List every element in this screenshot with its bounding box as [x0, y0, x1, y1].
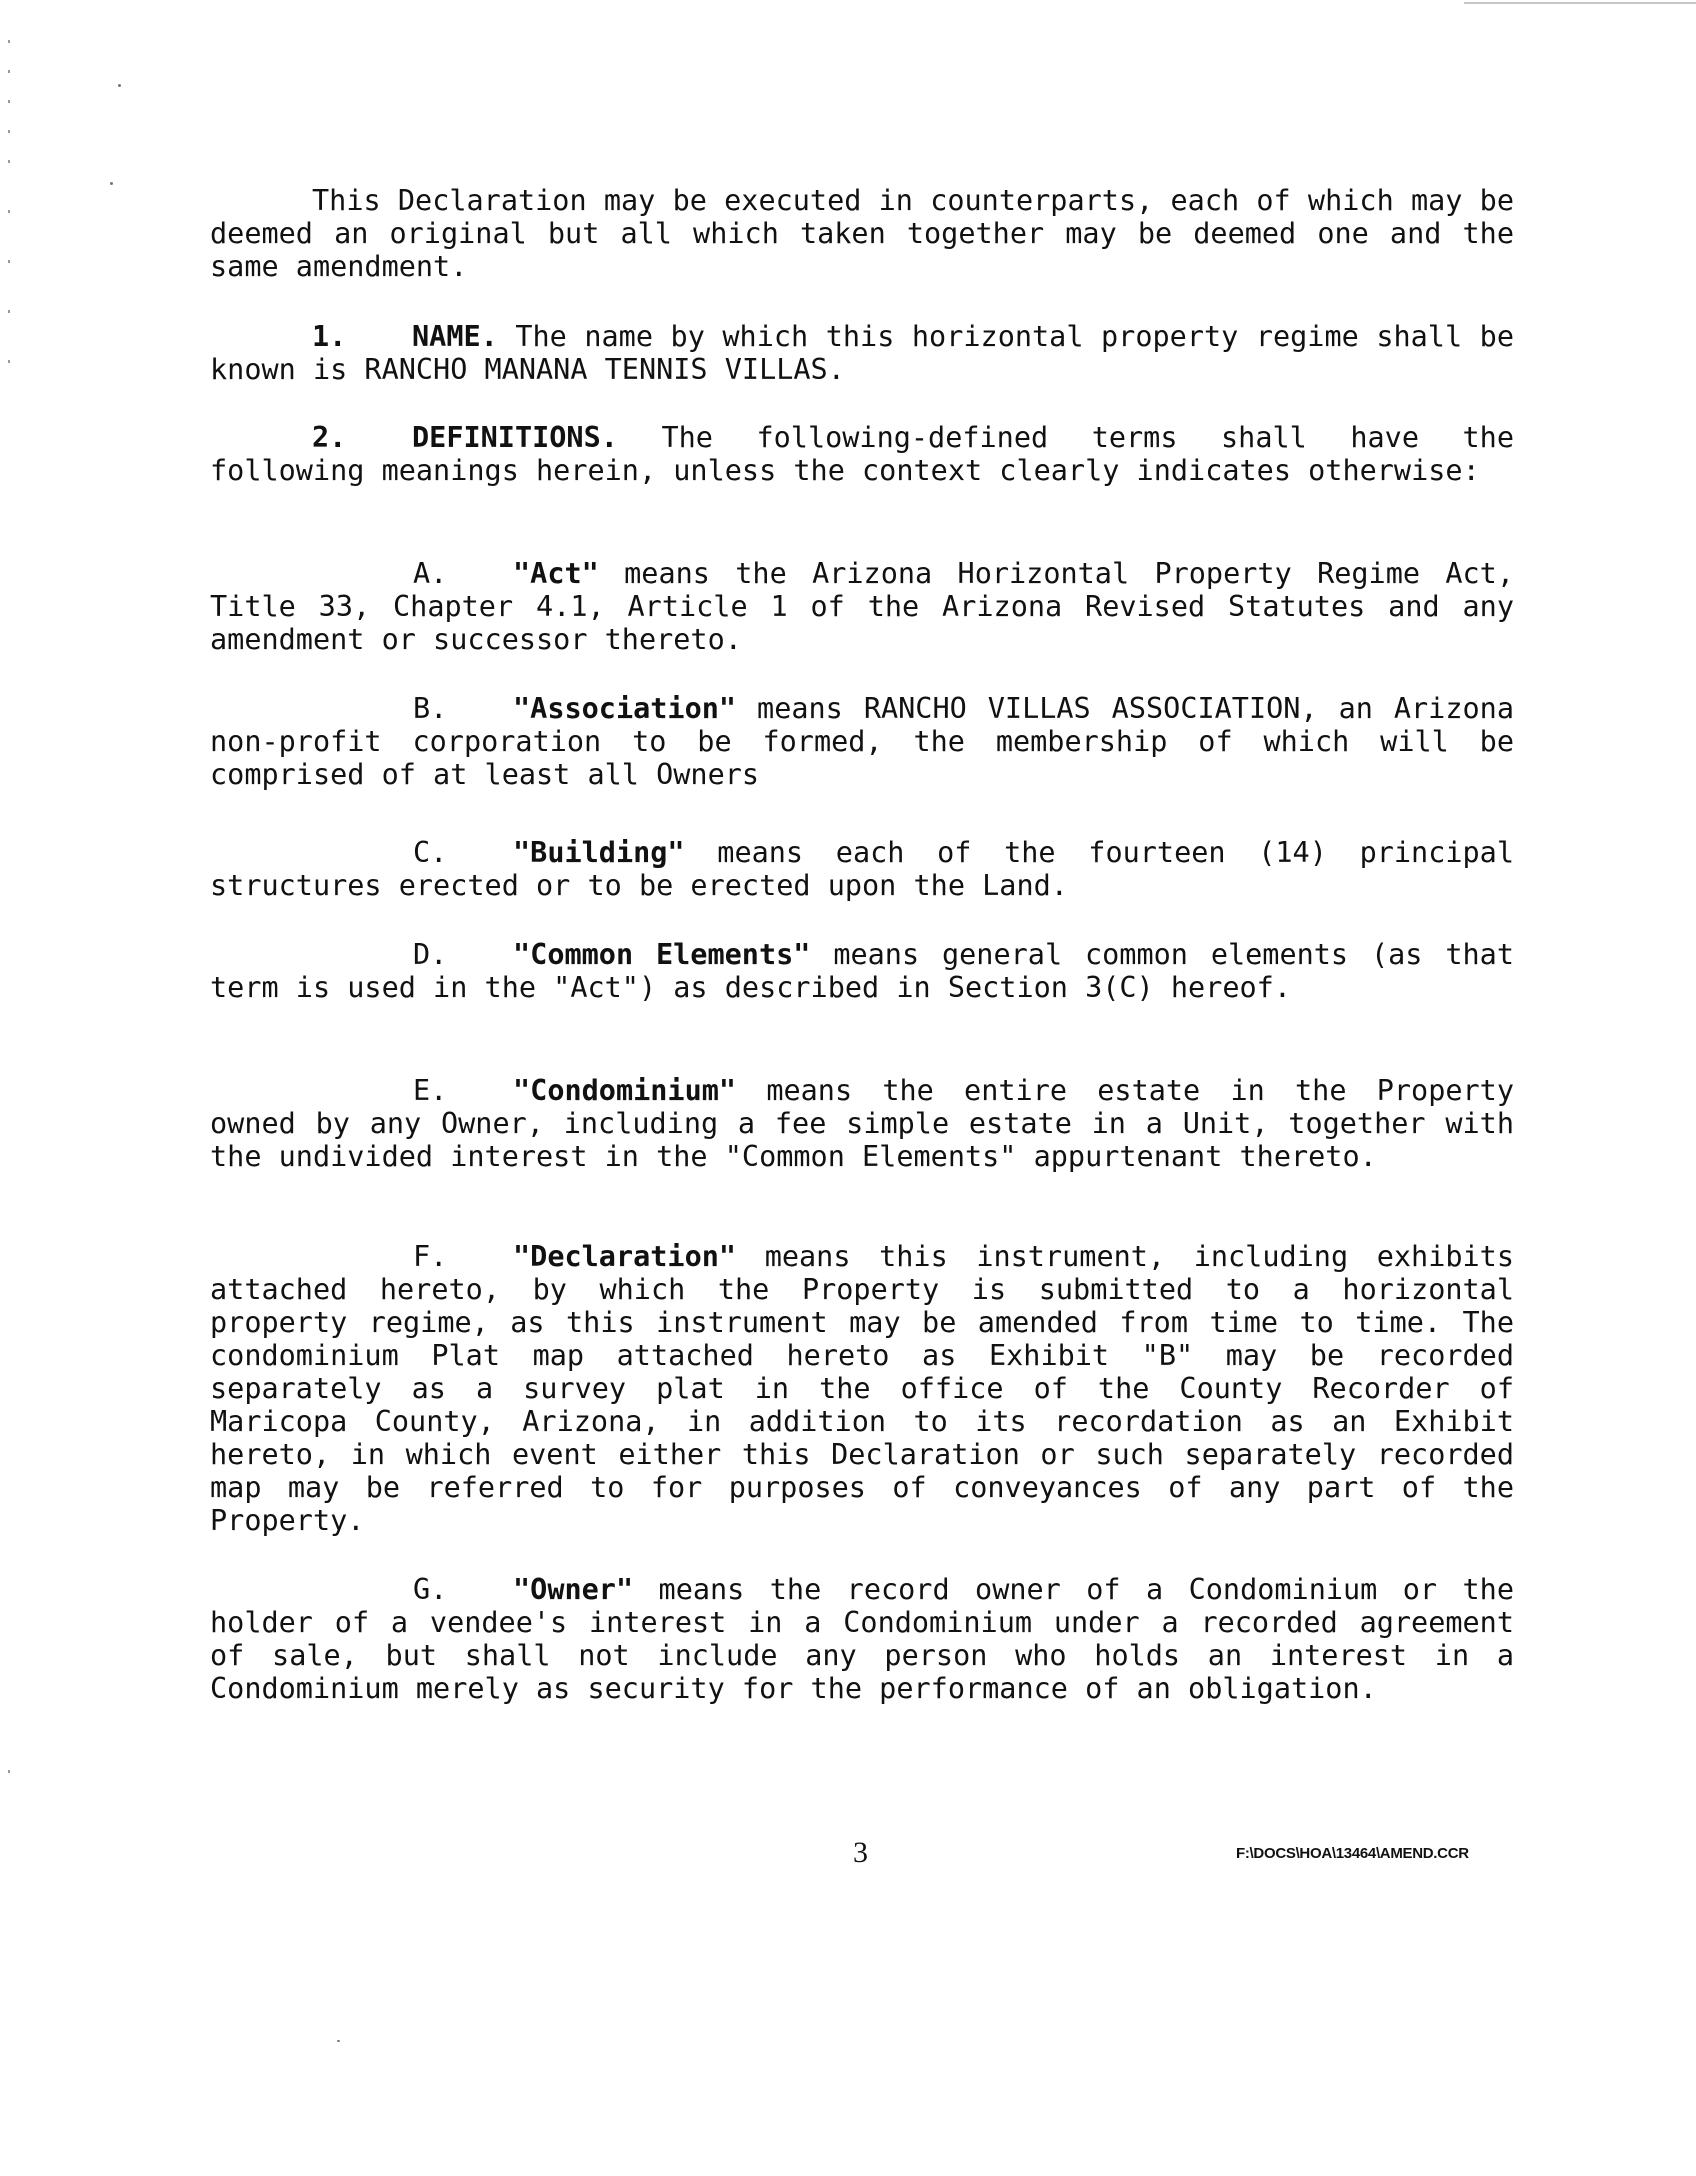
definition-letter: E.: [413, 1074, 448, 1107]
definition-text: means general common elements (as that term is used in the "Act") as described in Section 3(C) hereof.: [210, 938, 1514, 1004]
section-heading: DEFINITIONS.: [412, 421, 618, 454]
scan-mark: [8, 70, 10, 73]
section-heading: NAME.: [412, 320, 498, 353]
definition-text: means each of the fourteen (14) principal structures erected or to be erected upon the Land.: [210, 836, 1514, 902]
definition-term: "Common Elements": [513, 938, 811, 971]
page-number: 3: [853, 1836, 868, 1869]
file-path: F:\DOCS\HOA\13464\AMEND.CCR: [1236, 1845, 1469, 1862]
scan-speck: [337, 2040, 340, 2042]
definition-d: [210, 938, 1514, 1004]
scan-mark: [8, 160, 10, 163]
definition-text: means the Arizona Horizontal Property Regime Act, Title 33, Chapter 4.1, Article 1 of the Arizona Revised Statutes and any amendment or successor thereto.: [210, 557, 1514, 656]
definition-letter: C.: [413, 836, 448, 869]
definition-c: [210, 836, 1514, 902]
section-number: 1.: [312, 320, 347, 353]
definition-a: [210, 557, 1514, 656]
section-text: The following-defined terms shall have the following meanings herein, unless the context clearly indicates otherwise:: [210, 421, 1514, 487]
definition-letter: B.: [413, 692, 448, 725]
definition-e: [210, 1074, 1514, 1173]
scan-edge-line: [1464, 2, 1696, 4]
section-text: The name by which this horizontal property regime shall be known is RANCHO MANANA TENNIS VILLAS.: [210, 320, 1514, 386]
definition-term: "Declaration": [513, 1240, 737, 1273]
definition-term: "Association": [513, 692, 737, 725]
section-number: 2.: [312, 421, 347, 454]
definition-term: "Condominium": [513, 1074, 737, 1107]
scan-speck: [118, 84, 121, 87]
section-1-paragraph: [210, 320, 1514, 386]
scan-mark: [8, 260, 10, 263]
intro-text: This Declaration may be executed in counterparts, each of which may be deemed an original but all which taken together may be deemed one and the same amendment.: [210, 184, 1514, 283]
definition-text: means the record owner of a Condominium or the holder of a vendee's interest in a Condominium under a recorded agreement of sale, but shall not include any person who holds an interest in a Condominium merely as security for the performance of an obligation.: [210, 1573, 1514, 1705]
scan-mark: [8, 210, 10, 213]
definition-text: means the entire estate in the Property owned by any Owner, including a fee simple estate in a Unit, together with the undivided interest in the "Common Elements" appurtenant thereto.: [210, 1074, 1514, 1173]
definition-term: "Building": [513, 836, 685, 869]
definition-text: means RANCHO VILLAS ASSOCIATION, an Arizona non-profit corporation to be formed, the membership of which will be comprised of at least all Owners: [210, 692, 1514, 791]
scan-mark: [8, 310, 10, 313]
definition-g: [210, 1573, 1514, 1705]
definition-text: means this instrument, including exhibits attached hereto, by which the Property is submitted to a horizontal property regime, as this instrument may be amended from time to time. The condominium Plat map attached hereto as Exhibit "B" may be recorded separately as a survey plat in the office of the County Recorder of Maricopa County, Arizona, in addition to its recordation as an Exhibit hereto, in which event either this Declaration or such separately recorded map may be referred to for purposes of conveyances of any part of the Property.: [210, 1240, 1514, 1537]
scan-speck: [110, 182, 113, 185]
section-2-paragraph: [210, 421, 1514, 487]
definition-term: "Owner": [513, 1573, 634, 1606]
definition-f: [210, 1240, 1514, 1537]
definition-letter: D.: [413, 938, 448, 971]
scan-mark: [8, 100, 10, 103]
scan-mark: [8, 130, 10, 133]
definition-letter: F.: [413, 1240, 448, 1273]
definition-term: "Act": [513, 557, 599, 590]
scan-mark: [8, 1770, 10, 1773]
intro-paragraph: [210, 184, 1514, 283]
definition-letter: G.: [413, 1573, 448, 1606]
definition-b: [210, 692, 1514, 791]
scan-mark: [8, 40, 10, 43]
definition-letter: A.: [413, 557, 448, 590]
scan-mark: [8, 360, 10, 363]
